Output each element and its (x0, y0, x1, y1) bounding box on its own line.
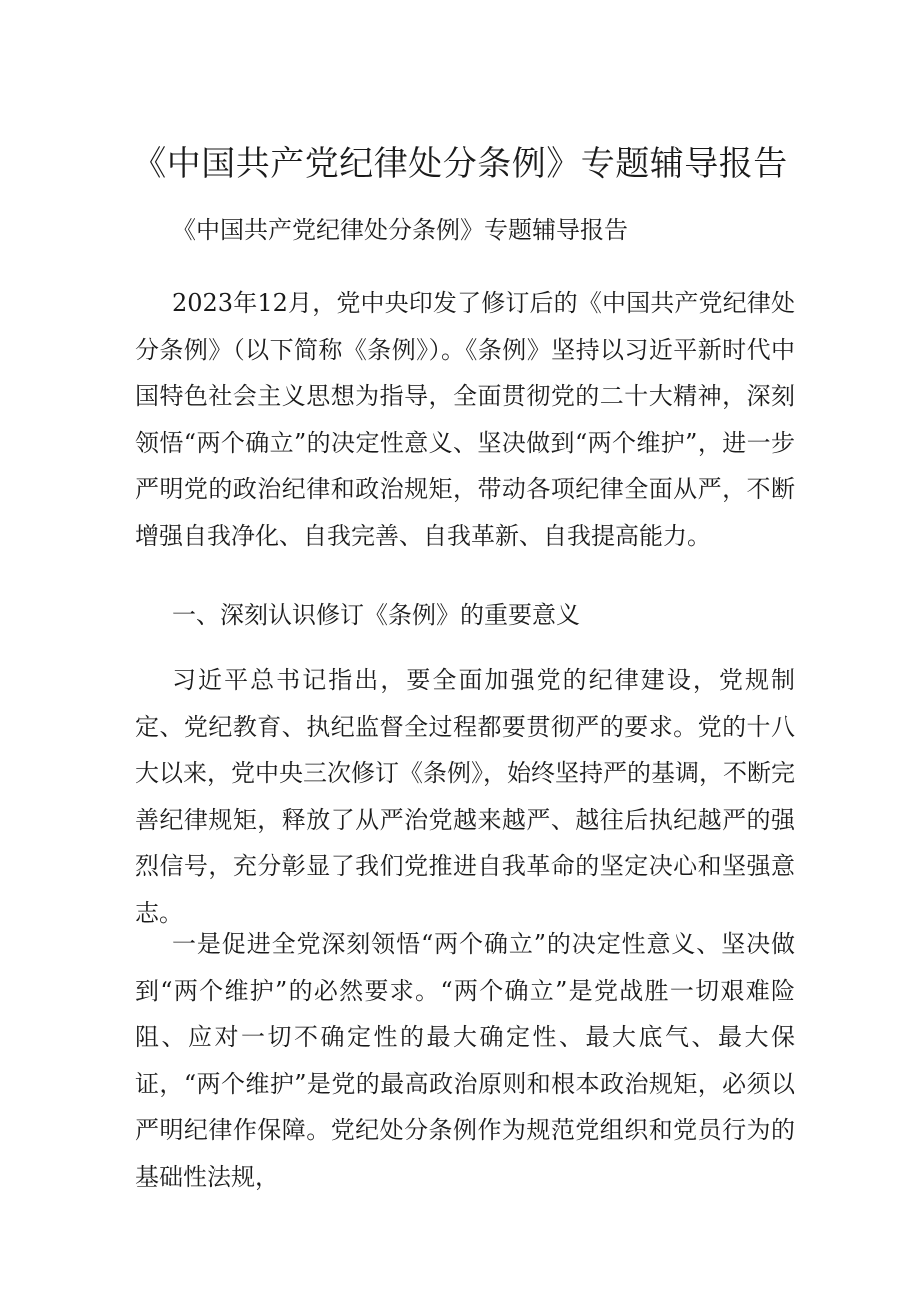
document-subtitle: 《中国共产党纪律处分条例》专题辅导报告 (172, 216, 628, 244)
paragraph-significance: 习近平总书记指出，要全面加强党的纪律建设，党规制定、党纪教育、执纪监督全过程都要贯彻严的要求。党的十八大以来，党中央三次修订《条例》，始终坚持严的基调，不断完善纪律规矩，释放了从严治党越来越严、越往后执纪越严的强烈信号，充分彰显了我们党推进自我革命的坚定决心和坚强意志。 (135, 666, 795, 927)
document-title: 《中国共产党纪律处分条例》专题辅导报告 (132, 144, 788, 184)
paragraph-intro: 2023年12月，党中央印发了修订后的《中国共产党纪律处分条例》（以下简称《条例》）。《条例》坚持以习近平新时代中国特色社会主义思想为指导，全面贯彻党的二十大精神，深刻领悟“两个确立”的决定性意义、坚决做到“两个维护”，进一步严明党的政治纪律和政治规矩，带动各项纪律全面从严，不断增强自我净化、自我完善、自我革新、自我提高能力。 (135, 289, 795, 550)
paragraph-point-one: 一是促进全党深刻领悟“两个确立”的决定性意义、坚决做到“两个维护”的必然要求。“两个确立”是党战胜一切艰难险阻、应对一切不确定性的最大确定性、最大底气、最大保证，“两个维护”是党的最高政治原则和根本政治规矩，必须以严明纪律作保障。党纪处分条例作为规范党组织和党员行为的基础性法规， (135, 930, 795, 1191)
section-heading-1: 一、深刻认识修订《条例》的重要意义 (172, 601, 580, 629)
